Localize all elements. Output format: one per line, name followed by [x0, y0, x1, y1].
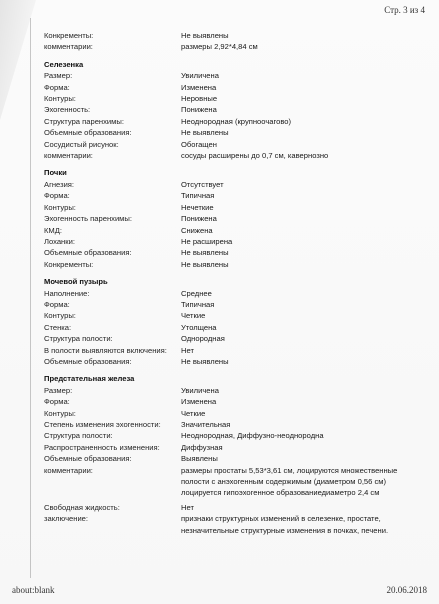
row-label: заключение:: [44, 514, 89, 524]
row-value: Значительная: [181, 420, 231, 429]
report-row: [44, 139, 414, 150]
row-value: размеры простаты 5,53*3,61 см, лоцируются множественные полости с анэхогенным содержимым (диаметром 0,56 см) лоцируется гипоэхогенное образованиедиаметро 2,4 см: [181, 465, 398, 498]
report-row: [44, 356, 414, 367]
row-value: Четкие: [181, 311, 206, 321]
row-label: Степень изменения эхогенности:: [44, 420, 161, 429]
report-row: [44, 104, 414, 115]
row-label: Форма:: [44, 299, 70, 309]
row-value: размеры 2,92*4,84 см: [181, 42, 258, 52]
row-label: Контуры:: [44, 202, 76, 212]
report-row: [44, 453, 414, 464]
row-value: Диффузная: [181, 442, 223, 452]
report-row: [44, 288, 414, 299]
row-label: Распространенность изменения:: [44, 442, 160, 452]
row-label: Эхогенность:: [44, 105, 91, 115]
row-label: Форма:: [44, 191, 70, 201]
row-value: Нечеткие: [181, 202, 214, 212]
row-value: Изменена: [181, 397, 217, 407]
report-row: [44, 93, 414, 104]
row-value: Изменена: [181, 82, 217, 92]
report-content: [44, 30, 414, 536]
row-value: Понижена: [181, 105, 217, 115]
row-label: комментарии:: [44, 42, 93, 52]
report-row: [44, 513, 414, 536]
row-label: КМД:: [44, 225, 63, 235]
row-label: комментарии:: [44, 465, 93, 475]
report-row: [44, 247, 414, 258]
row-label: Объемные образования:: [44, 356, 132, 366]
row-value: Типичная: [181, 299, 215, 309]
footer-date: 20.06.2018: [386, 585, 427, 595]
row-value: Не расширена: [181, 236, 233, 246]
row-label: Сосудистый рисунок:: [44, 139, 119, 149]
report-row: [44, 259, 414, 270]
report-row: [44, 333, 414, 344]
report-row: [44, 465, 414, 499]
row-label: Наполнение:: [44, 288, 90, 298]
report-row: [44, 396, 414, 407]
row-value: Нет: [181, 345, 194, 355]
report-row: [44, 442, 414, 453]
report-row: [44, 116, 414, 127]
row-label: Структура паренхимы:: [44, 116, 124, 126]
row-label: Объемные образования:: [44, 454, 132, 464]
row-value: Типичная: [181, 191, 215, 201]
row-label: Контуры:: [44, 94, 76, 104]
row-value: Среднее: [181, 288, 212, 298]
row-label: В полости выявляются включения:: [44, 345, 167, 355]
row-value: Нет: [181, 502, 194, 512]
row-value: Увиличена: [181, 385, 219, 395]
row-label: Форма:: [44, 82, 70, 92]
report-row: [44, 30, 414, 41]
row-value: Не выявлены: [181, 259, 229, 269]
row-value: Утолщена: [181, 322, 217, 332]
row-label: Структура полости:: [44, 334, 113, 344]
left-margin-line: [30, 18, 31, 578]
row-label: Конкременты:: [44, 31, 94, 40]
row-value: Выявлены: [181, 454, 218, 464]
report-row: [44, 179, 414, 190]
row-label: Размер:: [44, 71, 73, 81]
row-label: Лоханки:: [44, 236, 75, 246]
page-number: Стр. 3 из 4: [384, 5, 425, 15]
report-row: [44, 502, 414, 513]
report-row: [44, 322, 414, 333]
report-row: [44, 202, 414, 213]
report-row: [44, 190, 414, 201]
section-title-kidneys: Почки: [44, 168, 67, 178]
row-label: Форма:: [44, 397, 70, 407]
row-value: Обогащен: [181, 139, 217, 149]
report-row: [44, 408, 414, 419]
report-row: [44, 225, 414, 236]
row-label: Размер:: [44, 385, 73, 395]
row-value: сосуды расширены до 0,7 см, кавернозно: [181, 151, 329, 161]
row-value: признаки структурных изменений в селезенке, простате, незначительные структурные изменения в почках, печени.: [181, 514, 389, 535]
report-row: [44, 299, 414, 310]
report-row: [44, 41, 414, 52]
row-label: Агнезия:: [44, 179, 75, 189]
row-value: Неоднородная (крупноочагово): [181, 116, 292, 126]
section-title-prostate: Предстательная железа: [44, 374, 135, 384]
row-label: Структура полости:: [44, 431, 113, 441]
report-row: [44, 345, 414, 356]
section-title-spleen: Селезенка: [44, 59, 84, 69]
report-row: [44, 213, 414, 224]
row-label: Свободная жидкость:: [44, 502, 120, 512]
row-label: Стенка:: [44, 322, 72, 332]
row-label: Контуры:: [44, 311, 76, 321]
row-value: Не выявлены: [181, 248, 229, 258]
report-row: [44, 127, 414, 138]
report-row: [44, 385, 414, 396]
report-row: [44, 430, 414, 441]
row-value: Не выявлены: [181, 356, 229, 366]
row-value: Однородная: [181, 334, 225, 344]
row-label: Объемные образования:: [44, 248, 132, 258]
report-row: [44, 70, 414, 81]
row-label: Эхогенность паренхимы:: [44, 214, 132, 224]
row-value: Снижена: [181, 225, 213, 235]
row-value: Не выявлены: [181, 128, 229, 138]
row-value: Неоднородная, Диффузно-неоднородна: [181, 431, 324, 441]
report-row: [44, 82, 414, 93]
row-label: комментарии:: [44, 151, 93, 161]
row-value: Не выявлены: [181, 31, 229, 40]
row-value: Увиличена: [181, 71, 219, 81]
report-row: [44, 150, 414, 161]
report-row: [44, 310, 414, 321]
row-value: Понижена: [181, 214, 217, 224]
footer-url: about:blank: [12, 585, 55, 595]
report-row: [44, 419, 414, 430]
row-label: Конкременты:: [44, 259, 94, 269]
section-title-bladder: Мочевой пузырь: [44, 277, 108, 287]
row-label: Объемные образования:: [44, 128, 132, 138]
row-value: Четкие: [181, 408, 206, 418]
report-row: [44, 236, 414, 247]
row-value: Неровные: [181, 94, 218, 104]
row-value: Отсутствует: [181, 179, 224, 189]
row-label: Контуры:: [44, 408, 76, 418]
